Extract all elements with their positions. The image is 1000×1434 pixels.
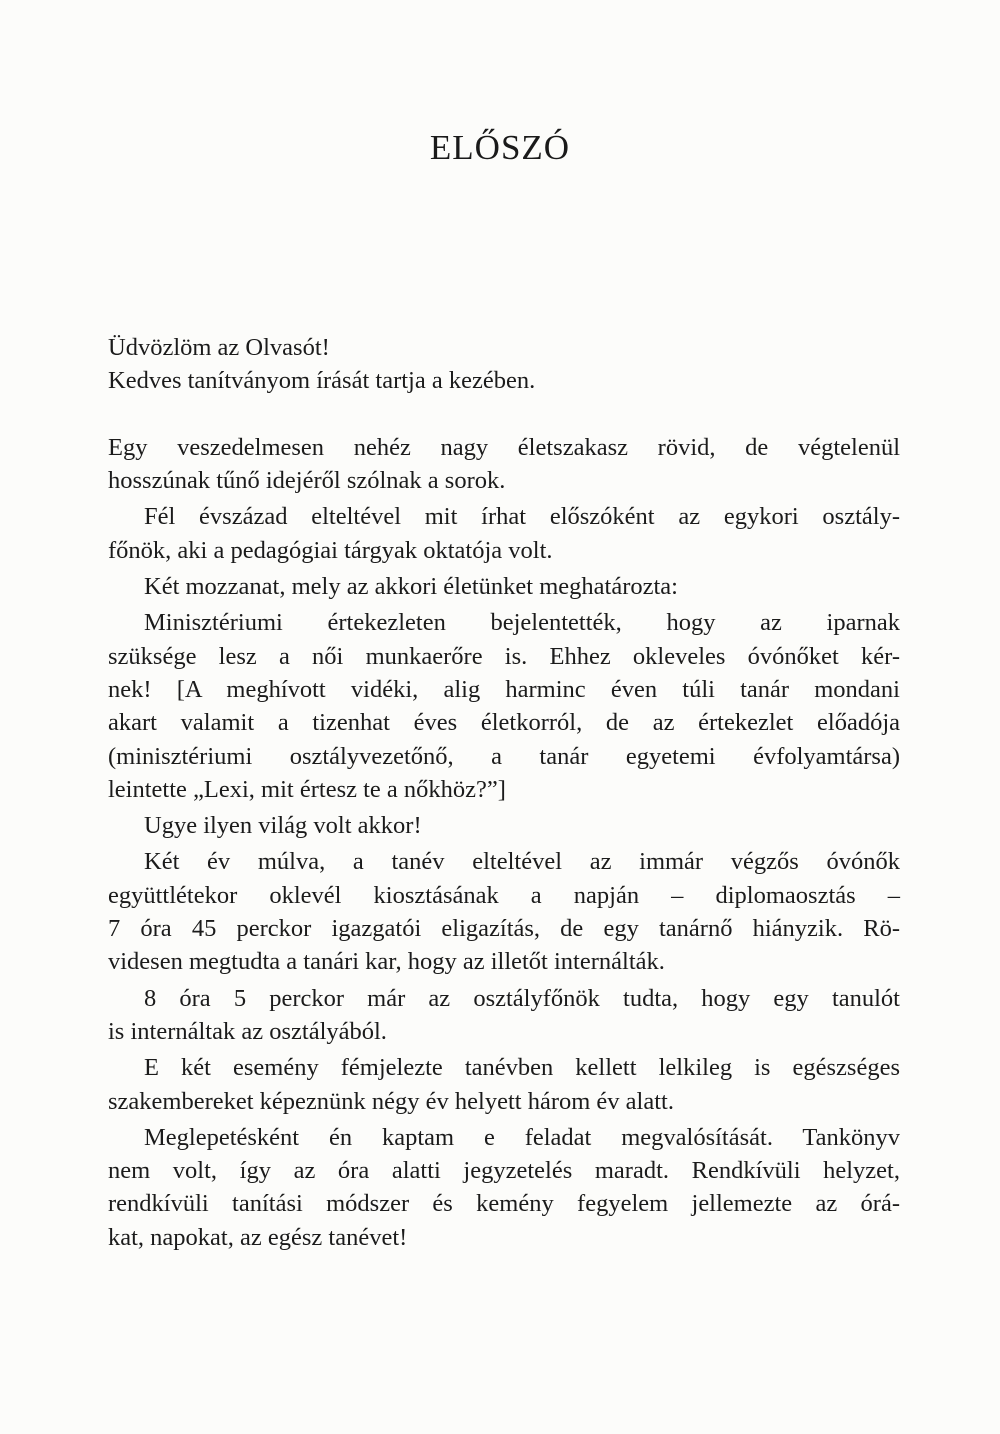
text-line: Ugye ilyen világ volt akkor! xyxy=(144,812,422,840)
text-line: Kedves tanítványom írását tartja a kezében. xyxy=(108,367,536,395)
text-line: Két év múlva, a tanév elteltével az immár végzős óvónők xyxy=(144,848,900,876)
foreword-body xyxy=(108,331,900,1254)
page-title: ELŐSZÓ xyxy=(429,128,571,167)
text-line: főnök, aki a pedagógiai tárgyak oktatója volt. xyxy=(108,536,553,564)
text-line: hosszúnak tűnő idejéről szólnak a sorok. xyxy=(108,467,506,495)
text-line: Fél évszázad elteltével mit írhat előszóként az egykori osztály- xyxy=(144,503,900,531)
text-line: akart valamit a tizenhat éves életkorról, de az értekezlet előadója xyxy=(108,709,900,737)
text-line: videsen megtudta a tanári kar, hogy az illetőt internálták. xyxy=(108,948,665,976)
text-line: 7 óra 45 perckor igazgatói eligazítás, de egy tanárnő hiányzik. Rö- xyxy=(108,915,900,943)
text-line: Két mozzanat, mely az akkori életünket meghatározta: xyxy=(144,573,678,601)
text-line: leintette „Lexi, mit értesz te a nőkhöz?”] xyxy=(108,775,506,803)
paragraph-gap xyxy=(108,398,900,431)
text-line: Üdvözlöm az Olvasót! xyxy=(108,334,330,361)
text-line: szakembereket képeznünk négy év helyett három év alatt. xyxy=(108,1087,674,1115)
text-line: kat, napokat, az egész tanévet! xyxy=(108,1223,408,1251)
text-line: együttlétekor oklevél kiosztásának a napján – diplomaosztás – xyxy=(108,881,900,909)
text-line: Minisztériumi értekezleten bejelentették, hogy az iparnak xyxy=(144,609,900,637)
text-line: E két esemény fémjelezte tanévben kellett lelkileg is egészséges xyxy=(144,1054,900,1082)
text-line: Meglepetésként én kaptam e feladat megvalósítását. Tankönyv xyxy=(144,1123,900,1151)
text-line: rendkívüli tanítási módszer és kemény fegyelem jellemezte az órá- xyxy=(108,1190,900,1218)
text-line: 8 óra 5 perckor már az osztályfőnök tudta, hogy egy tanulót xyxy=(144,984,900,1012)
text-line: szüksége lesz a női munkaerőre is. Ehhez okleveles óvónőket kér- xyxy=(108,642,900,670)
text-line: Egy veszedelmesen nehéz nagy életszakasz rövid, de végtelenül xyxy=(108,433,900,461)
text-line: nem volt, így az óra alatti jegyzetelés maradt. Rendkívüli helyzet, xyxy=(108,1157,900,1185)
text-line: nek! [A meghívott vidéki, alig harminc éven túli tanár mondani xyxy=(108,675,900,703)
text-line: is internáltak az osztályából. xyxy=(108,1017,387,1045)
text-line: (minisztériumi osztályvezetőnő, a tanár egyetemi évfolyamtársa) xyxy=(108,742,900,770)
